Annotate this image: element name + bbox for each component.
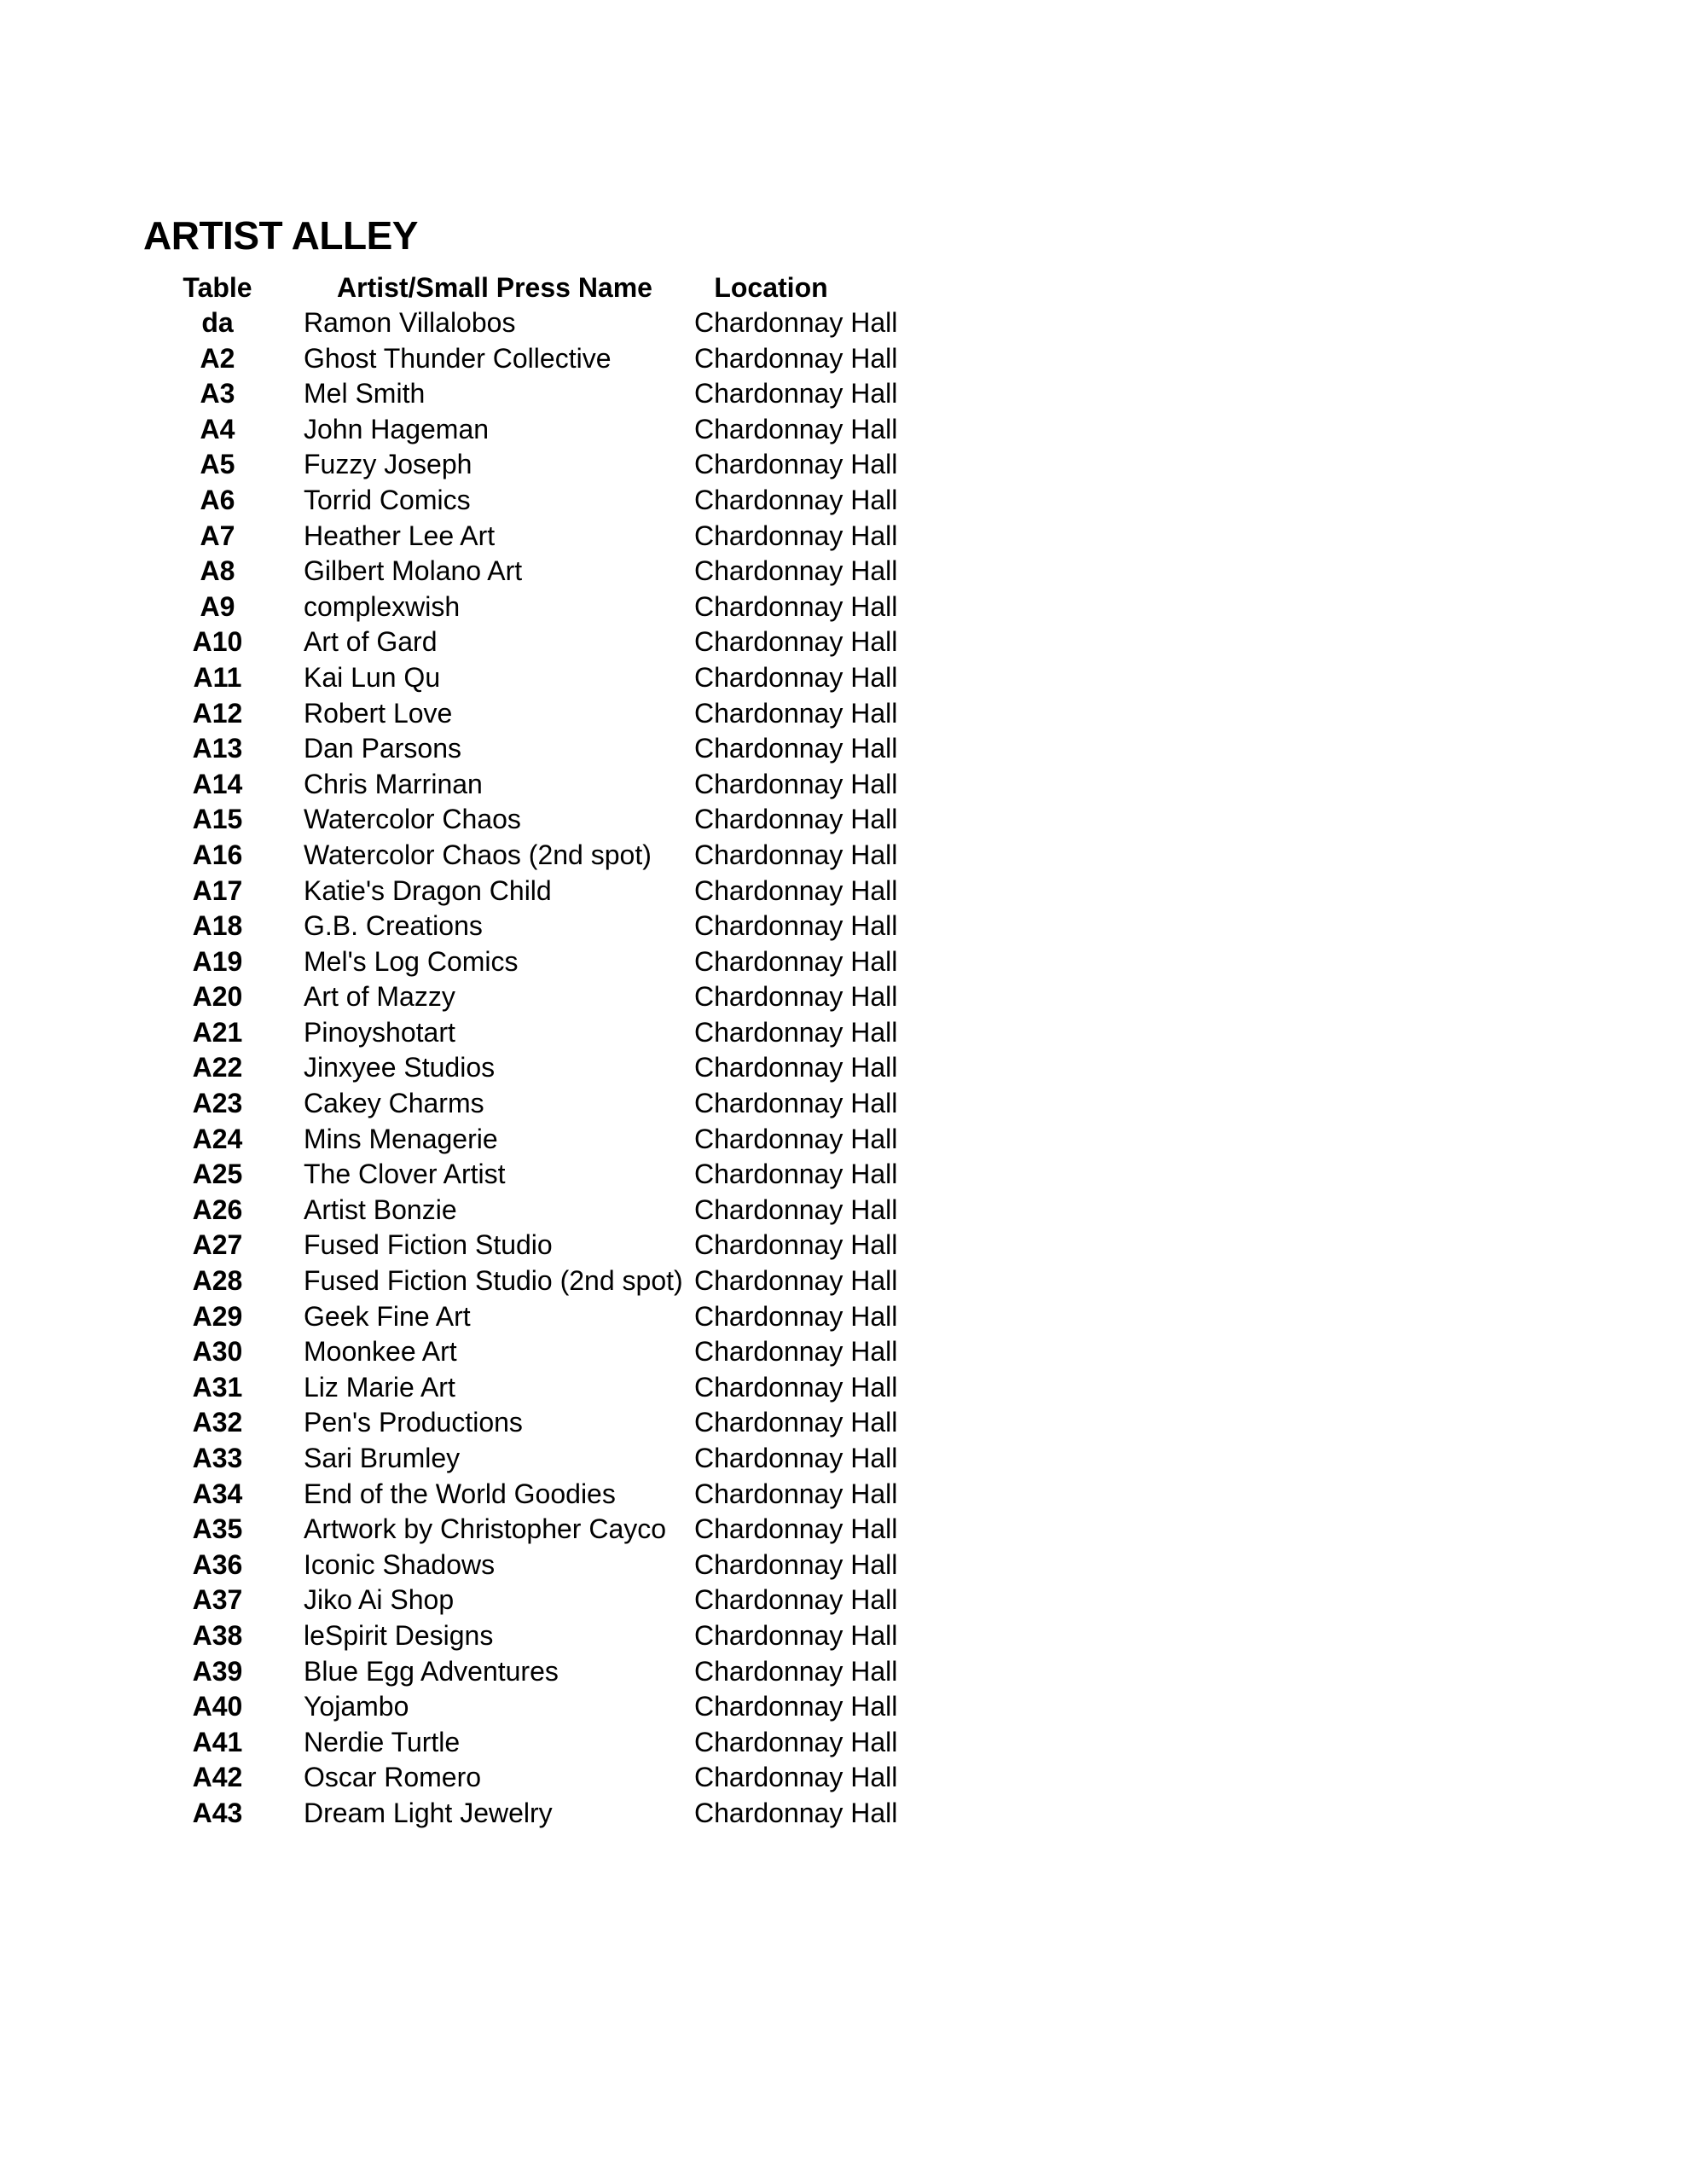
- location-cell: Chardonnay Hall: [694, 1478, 898, 1509]
- location-cell: Chardonnay Hall: [694, 1548, 898, 1580]
- table-number-cell: da: [201, 307, 234, 338]
- table-row: [0, 696, 1687, 732]
- table-number-cell: A30: [192, 1336, 243, 1368]
- location-cell: Chardonnay Hall: [694, 1443, 898, 1473]
- artist-name-cell: Sari Brumley: [304, 1443, 461, 1473]
- location-cell: Chardonnay Hall: [694, 1371, 898, 1403]
- artist-name-cell: Cakey Charms: [304, 1088, 484, 1119]
- location-cell: Chardonnay Hall: [694, 1726, 898, 1757]
- table-row: [0, 1654, 1687, 1690]
- table-row: [0, 767, 1687, 803]
- artist-name-cell: leSpirit Designs: [304, 1619, 494, 1651]
- table-row: [0, 909, 1687, 944]
- location-cell: Chardonnay Hall: [694, 945, 898, 977]
- table-row: [0, 1725, 1687, 1761]
- table-row: [0, 1228, 1687, 1263]
- artist-name-cell: Gilbert Molano Art: [304, 555, 523, 587]
- location-cell: Chardonnay Hall: [694, 1159, 898, 1190]
- table-row: [0, 1583, 1687, 1618]
- column-header-location: Location: [714, 272, 828, 303]
- table-row: [0, 1618, 1687, 1654]
- location-cell: Chardonnay Hall: [694, 1194, 898, 1225]
- location-cell: Chardonnay Hall: [694, 307, 898, 338]
- table-row: [0, 1441, 1687, 1477]
- table-number-cell: A8: [200, 555, 235, 587]
- table-number-cell: A40: [192, 1691, 243, 1722]
- location-cell: Chardonnay Hall: [694, 1655, 898, 1687]
- artist-name-cell: Iconic Shadows: [304, 1548, 496, 1580]
- location-cell: Chardonnay Hall: [694, 342, 898, 374]
- table-number-cell: A34: [192, 1478, 243, 1509]
- table-row: [0, 979, 1687, 1015]
- table-number-cell: A17: [192, 874, 243, 906]
- artist-name-cell: G.B. Creations: [304, 910, 483, 942]
- artist-name-cell: Pen's Productions: [304, 1407, 523, 1438]
- table-number-cell: A16: [192, 839, 243, 870]
- artist-name-cell: Watercolor Chaos: [304, 804, 521, 835]
- table-number-cell: A38: [192, 1619, 243, 1651]
- artist-name-cell: Ramon Villalobos: [304, 307, 516, 338]
- artist-name-cell: Ghost Thunder Collective: [304, 342, 612, 374]
- location-cell: Chardonnay Hall: [694, 1123, 898, 1154]
- table-row: [0, 874, 1687, 909]
- table-number-cell: A31: [192, 1371, 243, 1403]
- table-number-cell: A35: [192, 1513, 243, 1545]
- table-number-cell: A3: [200, 378, 235, 410]
- table-number-cell: A39: [192, 1655, 243, 1687]
- artist-name-cell: Moonkee Art: [304, 1336, 457, 1368]
- location-cell: Chardonnay Hall: [694, 1407, 898, 1438]
- artist-name-cell: Kai Lun Qu: [304, 661, 441, 693]
- table-number-cell: A33: [192, 1443, 243, 1473]
- artist-name-cell: Katie's Dragon Child: [304, 874, 552, 906]
- table-number-cell: A26: [192, 1194, 243, 1225]
- location-cell: Chardonnay Hall: [694, 981, 898, 1013]
- column-header-name: Artist/Small Press Name: [337, 272, 652, 303]
- table-row: [0, 447, 1687, 483]
- table-number-cell: A11: [193, 661, 242, 693]
- table-row: [0, 590, 1687, 625]
- table-number-cell: A9: [200, 590, 235, 622]
- table-header-row: [0, 270, 1687, 305]
- table-row: [0, 802, 1687, 838]
- table-number-cell: A42: [192, 1762, 243, 1793]
- location-cell: Chardonnay Hall: [694, 520, 898, 551]
- location-cell: Chardonnay Hall: [694, 555, 898, 587]
- table-row: [0, 1334, 1687, 1370]
- table-number-cell: A24: [192, 1123, 243, 1154]
- table-row: [0, 1760, 1687, 1796]
- table-number-cell: A28: [192, 1265, 243, 1297]
- table-number-cell: A6: [200, 484, 235, 515]
- location-cell: Chardonnay Hall: [694, 590, 898, 622]
- location-cell: Chardonnay Hall: [694, 1513, 898, 1545]
- artist-name-cell: Yojambo: [304, 1691, 409, 1722]
- table-number-cell: A12: [192, 697, 243, 729]
- table-row: [0, 660, 1687, 696]
- table-number-cell: A20: [192, 981, 243, 1013]
- table-number-cell: A2: [200, 342, 235, 374]
- table-number-cell: A4: [200, 413, 235, 444]
- artist-name-cell: Watercolor Chaos (2nd spot): [304, 839, 652, 870]
- artist-name-cell: Geek Fine Art: [304, 1300, 471, 1332]
- table-row: [0, 1689, 1687, 1725]
- artist-name-cell: Nerdie Turtle: [304, 1726, 461, 1757]
- location-cell: Chardonnay Hall: [694, 733, 898, 764]
- artist-name-cell: Torrid Comics: [304, 484, 471, 515]
- artist-name-cell: The Clover Artist: [304, 1159, 506, 1190]
- artist-name-cell: Fuzzy Joseph: [304, 449, 472, 480]
- location-cell: Chardonnay Hall: [694, 1691, 898, 1722]
- table-number-cell: A14: [192, 768, 243, 799]
- artist-name-cell: Chris Marrinan: [304, 768, 483, 799]
- location-cell: Chardonnay Hall: [694, 768, 898, 799]
- table-row: [0, 624, 1687, 660]
- artist-name-cell: Art of Mazzy: [304, 981, 455, 1013]
- location-cell: Chardonnay Hall: [694, 1762, 898, 1793]
- location-cell: Chardonnay Hall: [694, 1584, 898, 1616]
- table-number-cell: A7: [200, 520, 235, 551]
- table-row: [0, 1015, 1687, 1051]
- artist-name-cell: Artist Bonzie: [304, 1194, 457, 1225]
- artist-name-cell: Jinxyee Studios: [304, 1052, 496, 1083]
- table-row: [0, 1193, 1687, 1228]
- table-number-cell: A23: [192, 1088, 243, 1119]
- table-row: [0, 412, 1687, 448]
- table-number-cell: A37: [192, 1584, 243, 1616]
- table-number-cell: A15: [192, 804, 243, 835]
- table-number-cell: A29: [192, 1300, 243, 1332]
- artist-table-body: [0, 305, 1687, 1832]
- location-cell: Chardonnay Hall: [694, 484, 898, 515]
- table-row: [0, 1157, 1687, 1193]
- table-number-cell: A25: [192, 1159, 243, 1190]
- location-cell: Chardonnay Hall: [694, 1336, 898, 1368]
- artist-name-cell: Mel's Log Comics: [304, 945, 519, 977]
- location-cell: Chardonnay Hall: [694, 1797, 898, 1828]
- artist-name-cell: Fused Fiction Studio (2nd spot): [304, 1265, 683, 1297]
- artist-name-cell: Dan Parsons: [304, 733, 461, 764]
- table-row: [0, 1299, 1687, 1335]
- location-cell: Chardonnay Hall: [694, 910, 898, 942]
- column-header-table: Table: [183, 272, 252, 303]
- table-row: [0, 1405, 1687, 1441]
- table-number-cell: A27: [192, 1229, 243, 1261]
- table-row: [0, 341, 1687, 377]
- table-row: [0, 305, 1687, 341]
- table-row: [0, 1263, 1687, 1299]
- location-cell: Chardonnay Hall: [694, 839, 898, 870]
- location-cell: Chardonnay Hall: [694, 874, 898, 906]
- location-cell: Chardonnay Hall: [694, 1619, 898, 1651]
- table-number-cell: A32: [192, 1407, 243, 1438]
- table-number-cell: A41: [192, 1726, 243, 1757]
- location-cell: Chardonnay Hall: [694, 626, 898, 658]
- location-cell: Chardonnay Hall: [694, 378, 898, 410]
- location-cell: Chardonnay Hall: [694, 1229, 898, 1261]
- artist-name-cell: Fused Fiction Studio: [304, 1229, 553, 1261]
- table-row: [0, 1122, 1687, 1158]
- location-cell: Chardonnay Hall: [694, 1265, 898, 1297]
- artist-name-cell: Dream Light Jewelry: [304, 1797, 553, 1828]
- table-row: [0, 838, 1687, 874]
- table-number-cell: A5: [200, 449, 235, 480]
- table-row: [0, 1796, 1687, 1832]
- table-row: [0, 1370, 1687, 1406]
- table-row: [0, 1086, 1687, 1122]
- artist-name-cell: Oscar Romero: [304, 1762, 482, 1793]
- location-cell: Chardonnay Hall: [694, 1052, 898, 1083]
- table-number-cell: A36: [192, 1548, 243, 1580]
- location-cell: Chardonnay Hall: [694, 804, 898, 835]
- table-row: [0, 519, 1687, 555]
- artist-name-cell: Pinoyshotart: [304, 1016, 455, 1048]
- table-row: [0, 1477, 1687, 1513]
- artist-name-cell: Art of Gard: [304, 626, 438, 658]
- location-cell: Chardonnay Hall: [694, 449, 898, 480]
- location-cell: Chardonnay Hall: [694, 1300, 898, 1332]
- table-number-cell: A18: [192, 910, 243, 942]
- table-number-cell: A10: [192, 626, 243, 658]
- table-number-cell: A13: [192, 733, 243, 764]
- table-row: [0, 731, 1687, 767]
- artist-name-cell: Jiko Ai Shop: [304, 1584, 455, 1616]
- artist-name-cell: Robert Love: [304, 697, 453, 729]
- table-row: [0, 1512, 1687, 1548]
- location-cell: Chardonnay Hall: [694, 1088, 898, 1119]
- table-number-cell: A22: [192, 1052, 243, 1083]
- table-row: [0, 376, 1687, 412]
- table-row: [0, 483, 1687, 519]
- table-row: [0, 554, 1687, 590]
- table-row: [0, 1050, 1687, 1086]
- artist-name-cell: Mel Smith: [304, 378, 426, 410]
- page-title: ARTIST ALLEY: [143, 213, 418, 258]
- table-row: [0, 1548, 1687, 1583]
- artist-name-cell: Mins Menagerie: [304, 1123, 498, 1154]
- artist-name-cell: Artwork by Christopher Cayco: [304, 1513, 667, 1545]
- location-cell: Chardonnay Hall: [694, 661, 898, 693]
- table-row: [0, 944, 1687, 980]
- location-cell: Chardonnay Hall: [694, 697, 898, 729]
- artist-name-cell: Blue Egg Adventures: [304, 1655, 559, 1687]
- table-number-cell: A43: [192, 1797, 243, 1828]
- location-cell: Chardonnay Hall: [694, 413, 898, 444]
- location-cell: Chardonnay Hall: [694, 1016, 898, 1048]
- artist-name-cell: End of the World Goodies: [304, 1478, 616, 1509]
- table-number-cell: A21: [192, 1016, 243, 1048]
- artist-name-cell: complexwish: [304, 590, 461, 622]
- table-number-cell: A19: [192, 945, 243, 977]
- artist-name-cell: Liz Marie Art: [304, 1371, 455, 1403]
- artist-name-cell: John Hageman: [304, 413, 490, 444]
- artist-name-cell: Heather Lee Art: [304, 520, 496, 551]
